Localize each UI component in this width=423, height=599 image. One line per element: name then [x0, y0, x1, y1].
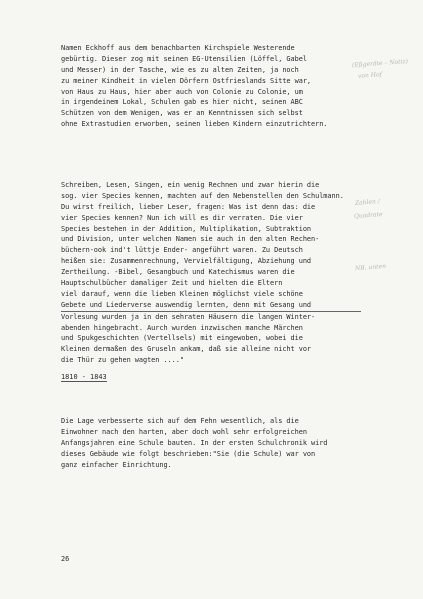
text-line: und Messer) in der Tasche, wie es zu alten Zeiten, ja noch — [61, 65, 299, 74]
text-line: von Haus zu Haus, hier aber auch von Colonie zu Colonie, um — [61, 87, 303, 96]
text-line: Species bestehen in der Addition, Multiplikation, Subtraktion — [61, 224, 312, 233]
text-line: Die Lage verbesserte sich auf dem Fehn wesentlich, als die — [61, 417, 299, 425]
text-line: sog. vier Species kennen, machten auf den Nebenstellen den Schulmann. — [61, 191, 344, 200]
paragraph-2 — [61, 180, 361, 366]
text-line: abenden hingebracht. Aurch wurden inzwischen manche Märchen — [61, 323, 303, 332]
text-line: und Spukgeschichten (Vertellsels) mit eingewoben, wobei die — [61, 334, 303, 343]
text-line: vier Species kennen? Nun ich will es dir verraten. Die vier — [61, 213, 303, 222]
text-line: Vorlesung wurden ja in den sehraten Häusern die langen Winter- — [61, 312, 316, 321]
margin-note: NB, unten — [354, 262, 387, 273]
text-line: Schreiben, Lesen, Singen, ein wenig Rechnen und zwar hierin die — [61, 181, 320, 189]
text-line: die Thür zu gehen wagten ...." — [61, 356, 184, 365]
text-line: ganz einfacher Einrichtung. — [61, 460, 172, 469]
text-line: in irgendeinem Lokal, Schulen gab es hier nicht, seinen ABC — [61, 98, 303, 107]
text-line: Hauptschulbücher damaliger Zeit und hielten die Eltern — [61, 279, 283, 288]
margin-note: von Hof — [357, 71, 383, 80]
text-line: heißen sie: Zusammenrechnung, Vervielfältigung, Abziehung und — [61, 257, 312, 266]
margin-note: (Eßgeräte – Notiz) — [351, 58, 409, 69]
text-line: Du wirst freilich, lieber Leser, fragen: Was ist denn das: die — [61, 202, 316, 211]
text-line: Kleinen dermaßen des Gruseln ankam, daß sie alleine nicht vor — [61, 345, 312, 354]
section-heading-years: 1810 - 1843 — [61, 373, 107, 381]
text-line: gebürtig. Dieser zog mit seinen EG-Utensilien (Löffel, Gabel — [61, 54, 307, 63]
text-line: büchern-ook ind't lüttje Ender- angeführt waren. Zu Deutsch — [61, 246, 303, 255]
text-line: Schützen von dem Wenigen, was er an Kenntnissen sich selbst — [61, 109, 303, 118]
margin-note: Zahlen / — [354, 198, 381, 207]
text-line: Zertheilung. -Bibel, Gesangbuch und Katechismus waren die — [61, 268, 295, 277]
text-line: Einwohner nach den harten, aber doch wohl sehr erfolgreichen — [61, 427, 307, 436]
page-number: 26 — [61, 555, 70, 563]
paragraph-1 — [61, 43, 361, 130]
text-line: dieses Gebäude wie folgt beschrieben:"Sie (die Schule) war von — [61, 449, 316, 458]
text-line: viel darauf, wenn die lieben Kleinen möglichst viele schöne — [61, 289, 303, 298]
text-line-underlined: Gebete und Liederverse auswendig lernten, denn mit Gesang und — [61, 300, 361, 312]
text-line: Anfangsjahren eine Schule bauten. In der ersten Schulchronik wird — [61, 438, 328, 447]
text-line: und Division, unter welchen Namen sie auch in den alten Rechen- — [61, 235, 320, 244]
text-line: ohne Extrastudien erworben, seinen lieben Kindern einzutrichtern. — [61, 120, 328, 129]
text-line: zu meiner Kindheit in vielen Dörfern Ostfrieslands Sitte war, — [61, 76, 312, 85]
text-line: Namen Eckhoff aus dem benachbarten Kirchspiele Westerende — [61, 44, 295, 52]
margin-note: Quadrate — [353, 211, 383, 220]
paragraph-3 — [61, 416, 361, 470]
